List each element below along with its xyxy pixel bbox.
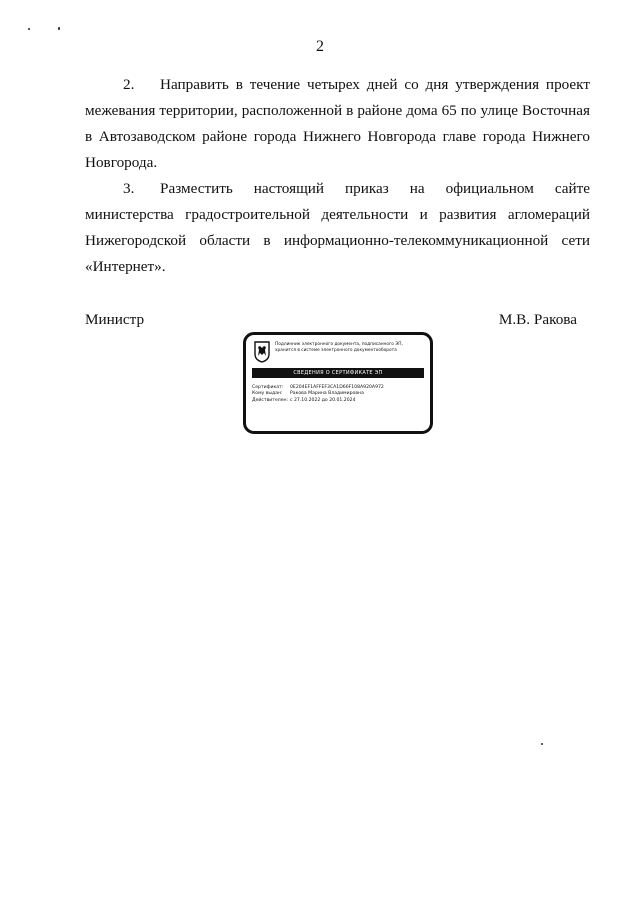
paragraph-2 bbox=[85, 72, 590, 176]
paragraph-3 bbox=[85, 176, 590, 280]
certificate-value: 0E204EF1AFFEF3CA1D66F108A920A972 bbox=[290, 385, 384, 390]
paragraph-number: 2. bbox=[123, 76, 135, 93]
valid-value: с 27.10.2022 до 20.01.2024 bbox=[290, 397, 356, 403]
stamp-header-line: Подлинник электронного документа, подписанного ЭП, bbox=[275, 342, 403, 347]
paragraph-number: 3. bbox=[123, 180, 135, 197]
issued-to-value: Ракова Марина Владимировна bbox=[290, 391, 364, 397]
document-body bbox=[85, 72, 590, 280]
page-number: 2 bbox=[316, 38, 324, 55]
paragraph-text: Разместить настоящий приказ на официальном сайте министерства градостроительной деятельности и развития агломераций Нижегородской области в информационно-телекоммуникационной сети «Интернет». bbox=[85, 180, 590, 275]
stamp-title-bar: СВЕДЕНИЯ О СЕРТИФИКАТЕ ЭП bbox=[252, 368, 424, 378]
certificate-label: Сертификат: bbox=[252, 385, 284, 390]
electronic-signature-stamp bbox=[243, 332, 433, 434]
stamp-header-line: хранится в системе электронного документооборота bbox=[275, 348, 397, 353]
signatory-position: Министр bbox=[85, 311, 145, 328]
issued-to-label: Кому выдан: bbox=[252, 391, 283, 397]
coat-of-arms-icon bbox=[254, 341, 270, 363]
certificate-details bbox=[252, 385, 428, 404]
signatory-name: М.В. Ракова bbox=[498, 311, 577, 328]
valid-label: Действителен: bbox=[252, 397, 289, 403]
valid-row bbox=[252, 398, 428, 404]
stamp-header bbox=[275, 342, 427, 354]
paragraph-text: Направить в течение четырех дней со дня утверждения проект межевания территории, расположенной в районе дома 65 по улице Восточная в Автозаводском районе города Нижнего Новгорода главе города Нижнего Новгорода. bbox=[85, 76, 590, 171]
